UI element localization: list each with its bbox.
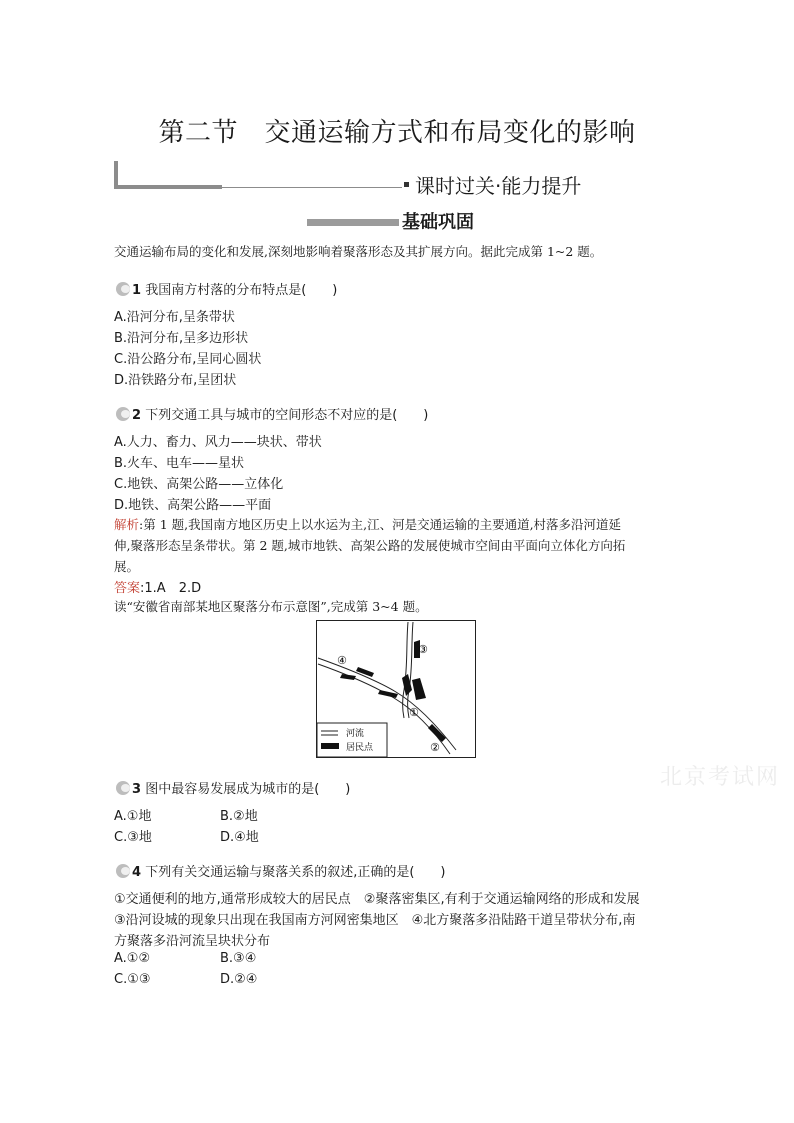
marker-1: ① xyxy=(409,706,419,719)
marker-3: ③ xyxy=(418,643,428,656)
q3-option-c[interactable]: C.③地 xyxy=(114,830,152,845)
question-marker-icon xyxy=(116,282,130,296)
q2-option-c[interactable]: C.地铁、高架公路——立体化 xyxy=(114,477,284,492)
q1-option-b[interactable]: B.沿河分布,呈多边形状 xyxy=(114,331,249,346)
question-marker-icon xyxy=(116,407,130,421)
answer-line xyxy=(114,577,201,596)
question-number: 4 xyxy=(132,865,142,880)
question-4 xyxy=(116,861,445,880)
explanation-line-2: 伸,聚落形态呈条带状。第 2 题,城市地铁、高架公路的发展使城市空间由平面向立体化方向拓 xyxy=(114,538,626,553)
q4-statement-1: ①交通便利的地方,通常形成较大的居民点 ②聚落密集区,有利于交通运输网络的形成和发展 xyxy=(114,892,640,907)
question-marker-icon xyxy=(116,864,130,878)
section-bar xyxy=(307,219,399,226)
q3-option-b[interactable]: B.②地 xyxy=(220,809,258,824)
intro-text-2: 读“安徽省南部某地区聚落分布示意图”,完成第 3~4 题。 xyxy=(114,599,428,614)
marker-2: ② xyxy=(430,741,440,754)
marker-4: ④ xyxy=(337,654,347,667)
header-bracket-thick xyxy=(114,185,222,189)
question-text: 下列有关交通运输与聚落关系的叙述,正确的是( ) xyxy=(145,865,446,880)
question-number: 3 xyxy=(132,782,142,797)
subtitle-bullet xyxy=(404,182,409,187)
question-marker-icon xyxy=(116,781,130,795)
section-heading: 基础巩固 xyxy=(402,212,474,233)
question-text: 我国南方村落的分布特点是( ) xyxy=(145,283,338,298)
q3-option-d[interactable]: D.④地 xyxy=(220,830,259,845)
q1-option-c[interactable]: C.沿公路分布,呈同心圆状 xyxy=(114,352,262,367)
legend-settlement: 居民点 xyxy=(346,743,374,753)
answer-label: 答案 xyxy=(114,581,141,596)
header-bracket-line xyxy=(222,187,402,188)
q3-option-a[interactable]: A.①地 xyxy=(114,809,152,824)
question-text: 下列交通工具与城市的空间形态不对应的是( ) xyxy=(145,408,429,423)
q1-option-d[interactable]: D.沿铁路分布,呈团状 xyxy=(114,373,237,388)
question-2 xyxy=(116,404,428,423)
q1-option-a[interactable]: A.沿河分布,呈条带状 xyxy=(114,310,235,325)
page-subtitle: 课时过关·能力提升 xyxy=(415,174,582,198)
question-3 xyxy=(116,778,350,797)
q2-option-a[interactable]: A.人力、畜力、风力——块状、带状 xyxy=(114,435,322,450)
q2-option-d[interactable]: D.地铁、高架公路——平面 xyxy=(114,498,272,513)
q2-option-b[interactable]: B.火车、电车——星状 xyxy=(114,456,245,471)
question-number: 2 xyxy=(132,408,142,423)
question-number: 1 xyxy=(132,283,142,298)
question-1 xyxy=(116,279,337,298)
explanation-line-1: :第 1 题,我国南方地区历史上以水运为主,江、河是交通运输的主要通道,村落多沿河道延 xyxy=(139,517,622,532)
question-text: 图中最容易发展成为城市的是( ) xyxy=(145,782,351,797)
q4-option-b[interactable]: B.③④ xyxy=(220,951,257,966)
settlement-map xyxy=(316,620,476,758)
q4-option-c[interactable]: C.①③ xyxy=(114,972,151,987)
q4-option-d[interactable]: D.②④ xyxy=(220,972,258,987)
watermark: 北京考试网 xyxy=(660,765,781,790)
q4-option-a[interactable]: A.①② xyxy=(114,951,151,966)
intro-text-1: 交通运输布局的变化和发展,深刻地影响着聚落形态及其扩展方向。据此完成第 1~2 题。 xyxy=(114,244,603,259)
explanation-line-3: 展。 xyxy=(114,559,140,574)
page-title: 第二节 交通运输方式和布局变化的影响 xyxy=(158,118,636,148)
explanation-block xyxy=(114,514,680,577)
explanation-label: 解析 xyxy=(114,517,140,532)
legend-river: 河流 xyxy=(346,729,365,739)
q4-statement-2: ③沿河设城的现象只出现在我国南方河网密集地区 ④北方聚落多沿陆路干道呈带状分布,南 xyxy=(114,913,636,928)
answer-text: :1.A 2.D xyxy=(140,581,202,596)
q4-statement-3: 方聚落多沿河流呈块状分布 xyxy=(114,934,271,949)
